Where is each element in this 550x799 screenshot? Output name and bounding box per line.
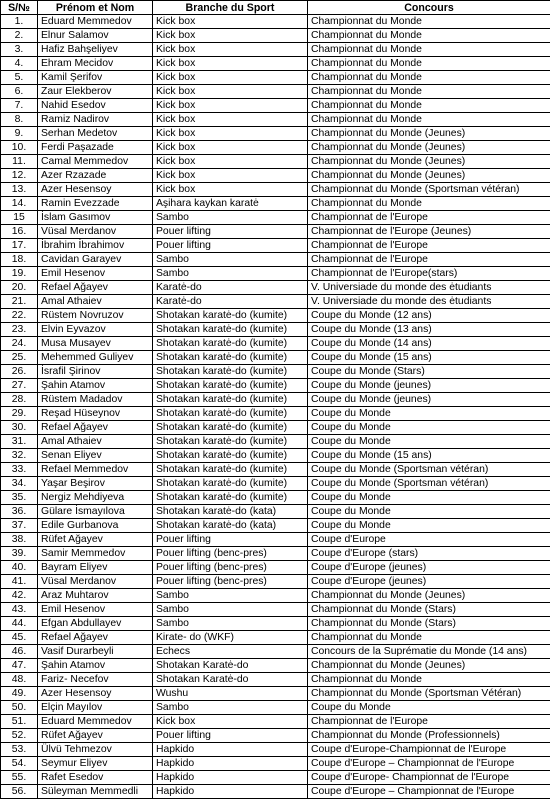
table-row: [1, 575, 550, 589]
cell-name: Ehram Mecidov: [38, 57, 153, 71]
cell-competition: Championnat du Monde: [308, 29, 550, 43]
table-row: [1, 379, 550, 393]
table-row: [1, 757, 550, 771]
cell-name: Gülare İsmayılova: [38, 505, 153, 519]
cell-competition: Championnat de l'Europe: [308, 715, 550, 729]
table-row: [1, 421, 550, 435]
table-row: [1, 631, 550, 645]
cell-competition: Championnat du Monde (Jeunes): [308, 589, 550, 603]
cell-name: Vüsal Merdanov: [38, 225, 153, 239]
table-row: [1, 239, 550, 253]
table-row: [1, 169, 550, 183]
cell-competition: Coupe du Monde (Sportsman vétéran): [308, 477, 550, 491]
cell-sport: Pouer lifting: [153, 225, 308, 239]
cell-competition: Championnat du Monde (Jeunes): [308, 659, 550, 673]
cell-sport: Kick box: [153, 57, 308, 71]
cell-number: 55.: [1, 771, 38, 785]
cell-sport: Shotakan karatė-do (kumite): [153, 393, 308, 407]
cell-competition: Coupe du Monde: [308, 421, 550, 435]
cell-competition: Championnat du Monde: [308, 71, 550, 85]
cell-sport: Pouer lifting (benc-pres): [153, 575, 308, 589]
cell-sport: Kick box: [153, 113, 308, 127]
cell-number: 34.: [1, 477, 38, 491]
cell-sport: Shotakan karatė-do (kumite): [153, 421, 308, 435]
cell-sport: Kirate- do (WKF): [153, 631, 308, 645]
table-row: [1, 155, 550, 169]
cell-number: 51.: [1, 715, 38, 729]
cell-sport: Hapkido: [153, 743, 308, 757]
cell-number: 10.: [1, 141, 38, 155]
cell-name: Seymur Eliyev: [38, 757, 153, 771]
cell-competition: Coupe du Monde (12 ans): [308, 309, 550, 323]
cell-competition: Championnat du Monde: [308, 631, 550, 645]
cell-name: Amal Athaiev: [38, 295, 153, 309]
cell-sport: Karatė-do: [153, 295, 308, 309]
header-name: Prénom et Nom: [38, 1, 153, 15]
cell-sport: Kick box: [153, 715, 308, 729]
cell-competition: Coupe d'Europe (jeunes): [308, 575, 550, 589]
table-row: [1, 351, 550, 365]
cell-competition: Coupe d'Europe (jeunes): [308, 561, 550, 575]
table-row: [1, 491, 550, 505]
cell-sport: Pouer lifting: [153, 533, 308, 547]
cell-sport: Sambo: [153, 267, 308, 281]
cell-sport: Kick box: [153, 127, 308, 141]
cell-competition: Championnat du Monde (Professionnels): [308, 729, 550, 743]
table-body: [1, 15, 550, 799]
cell-number: 5.: [1, 71, 38, 85]
table-row: [1, 449, 550, 463]
cell-name: Vasif Durarbeyli: [38, 645, 153, 659]
cell-sport: Kick box: [153, 29, 308, 43]
cell-sport: Kick box: [153, 71, 308, 85]
header-row: [1, 1, 550, 15]
cell-number: 13.: [1, 183, 38, 197]
cell-sport: Sambo: [153, 617, 308, 631]
cell-number: 41.: [1, 575, 38, 589]
table-row: [1, 561, 550, 575]
cell-competition: Championnat de l'Europe (Jeunes): [308, 225, 550, 239]
cell-number: 47.: [1, 659, 38, 673]
cell-competition: Concours de la Suprématie du Monde (14 ans): [308, 645, 550, 659]
table-row: [1, 71, 550, 85]
cell-sport: Shotakan karatė-do (kumite): [153, 379, 308, 393]
table-row: [1, 533, 550, 547]
table-row: [1, 365, 550, 379]
cell-number: 7.: [1, 99, 38, 113]
cell-number: 36.: [1, 505, 38, 519]
table-row: [1, 141, 550, 155]
table-row: [1, 253, 550, 267]
cell-name: Rafet Esedov: [38, 771, 153, 785]
cell-competition: Championnat de l'Europe(stars): [308, 267, 550, 281]
cell-number: 20.: [1, 281, 38, 295]
table-row: [1, 197, 550, 211]
cell-name: Camal Memmedov: [38, 155, 153, 169]
cell-number: 30.: [1, 421, 38, 435]
cell-name: Eduard Memmedov: [38, 15, 153, 29]
cell-sport: Shotakan karatė-do (kumite): [153, 309, 308, 323]
cell-name: Kamil Şerifov: [38, 71, 153, 85]
table-row: [1, 57, 550, 71]
table-row: [1, 407, 550, 421]
cell-competition: Championnat de l'Europe: [308, 253, 550, 267]
table-row: [1, 729, 550, 743]
cell-competition: Coupe d'Europe- Championnat de l'Europe: [308, 771, 550, 785]
cell-name: Mehemmed Guliyev: [38, 351, 153, 365]
cell-sport: Shotakan karatė-do (kumite): [153, 491, 308, 505]
cell-competition: Championnat du Monde: [308, 673, 550, 687]
cell-name: Araz Muhtarov: [38, 589, 153, 603]
cell-name: Amal Athaiev: [38, 435, 153, 449]
table-row: [1, 547, 550, 561]
cell-number: 24.: [1, 337, 38, 351]
table-row: [1, 323, 550, 337]
cell-name: Emil Hesenov: [38, 603, 153, 617]
cell-name: Cavidan Garayev: [38, 253, 153, 267]
cell-name: Emil Hesenov: [38, 267, 153, 281]
cell-name: Ramin Evezzade: [38, 197, 153, 211]
cell-number: 48.: [1, 673, 38, 687]
cell-sport: Echecs: [153, 645, 308, 659]
table-row: [1, 617, 550, 631]
table-row: [1, 281, 550, 295]
cell-name: Fariz- Necefov: [38, 673, 153, 687]
cell-competition: V. Universiade du monde des ėtudiants: [308, 281, 550, 295]
header-number: S/№: [1, 1, 38, 15]
cell-name: Eduard Memmedov: [38, 715, 153, 729]
cell-sport: Sambo: [153, 253, 308, 267]
cell-competition: Coupe d'Europe – Championnat de l'Europe: [308, 785, 550, 799]
cell-competition: Coupe d'Europe: [308, 533, 550, 547]
table-row: [1, 15, 550, 29]
cell-number: 28.: [1, 393, 38, 407]
table-row: [1, 43, 550, 57]
cell-number: 49.: [1, 687, 38, 701]
cell-competition: Championnat du Monde (Jeunes): [308, 127, 550, 141]
table-row: [1, 603, 550, 617]
cell-name: Rüstem Madadov: [38, 393, 153, 407]
cell-name: İsrafil Şirinov: [38, 365, 153, 379]
cell-competition: Championnat du Monde: [308, 113, 550, 127]
cell-number: 4.: [1, 57, 38, 71]
cell-name: Refael Ağayev: [38, 281, 153, 295]
cell-competition: Coupe du Monde: [308, 505, 550, 519]
cell-number: 43.: [1, 603, 38, 617]
cell-sport: Shotakan karatė-do (kumite): [153, 365, 308, 379]
cell-competition: Championnat du Monde (Sportsman Vétéran): [308, 687, 550, 701]
cell-number: 54.: [1, 757, 38, 771]
cell-sport: Wushu: [153, 687, 308, 701]
table-row: [1, 673, 550, 687]
cell-sport: Shotakan karatė-do (kumite): [153, 477, 308, 491]
cell-number: 21.: [1, 295, 38, 309]
cell-name: Elçin Mayılov: [38, 701, 153, 715]
cell-number: 3.: [1, 43, 38, 57]
table-row: [1, 519, 550, 533]
cell-number: 27.: [1, 379, 38, 393]
table-row: [1, 127, 550, 141]
cell-competition: Championnat du Monde: [308, 57, 550, 71]
cell-number: 52.: [1, 729, 38, 743]
cell-number: 37.: [1, 519, 38, 533]
cell-sport: Shotakan Karatė-do: [153, 659, 308, 673]
cell-number: 50.: [1, 701, 38, 715]
cell-number: 32.: [1, 449, 38, 463]
cell-sport: Kick box: [153, 183, 308, 197]
cell-sport: Karatė-do: [153, 281, 308, 295]
cell-competition: Championnat de l'Europe: [308, 211, 550, 225]
cell-name: Hafiz Bahşeliyev: [38, 43, 153, 57]
table-row: [1, 505, 550, 519]
cell-sport: Pouer lifting: [153, 239, 308, 253]
cell-competition: Championnat du Monde: [308, 43, 550, 57]
cell-sport: Shotakan karatė-do (kumite): [153, 435, 308, 449]
cell-competition: Coupe du Monde: [308, 435, 550, 449]
cell-number: 9.: [1, 127, 38, 141]
table-row: [1, 29, 550, 43]
cell-sport: Sambo: [153, 211, 308, 225]
cell-sport: Shotakan karatė-do (kumite): [153, 463, 308, 477]
cell-number: 42.: [1, 589, 38, 603]
cell-name: Yaşar Beşirov: [38, 477, 153, 491]
cell-name: Nergiz Mehdiyeva: [38, 491, 153, 505]
cell-competition: Coupe du Monde (jeunes): [308, 393, 550, 407]
cell-name: Edile Gurbanova: [38, 519, 153, 533]
table-row: [1, 99, 550, 113]
cell-number: 14.: [1, 197, 38, 211]
table-row: [1, 393, 550, 407]
cell-sport: Shotakan karatė-do (kumite): [153, 351, 308, 365]
cell-number: 12.: [1, 169, 38, 183]
cell-sport: Kick box: [153, 43, 308, 57]
cell-number: 2.: [1, 29, 38, 43]
table-row: [1, 771, 550, 785]
table-row: [1, 463, 550, 477]
cell-competition: Coupe du Monde: [308, 519, 550, 533]
cell-number: 6.: [1, 85, 38, 99]
cell-sport: Shotakan karatė-do (kumite): [153, 449, 308, 463]
cell-sport: Aşihara kaykan karatė: [153, 197, 308, 211]
cell-competition: Championnat du Monde (Stars): [308, 617, 550, 631]
cell-name: İbrahim İbrahimov: [38, 239, 153, 253]
header-competition: Concours: [308, 1, 550, 15]
cell-number: 11.: [1, 155, 38, 169]
cell-number: 26.: [1, 365, 38, 379]
cell-competition: Coupe du Monde (15 ans): [308, 449, 550, 463]
cell-name: Elvin Eyvazov: [38, 323, 153, 337]
cell-competition: Championnat du Monde: [308, 197, 550, 211]
cell-competition: Coupe d'Europe (stars): [308, 547, 550, 561]
cell-number: 39.: [1, 547, 38, 561]
cell-sport: Kick box: [153, 99, 308, 113]
cell-name: Nahid Esedov: [38, 99, 153, 113]
cell-name: Samir Memmedov: [38, 547, 153, 561]
cell-name: Ülvü Tehmezov: [38, 743, 153, 757]
cell-number: 38.: [1, 533, 38, 547]
cell-number: 22.: [1, 309, 38, 323]
table-row: [1, 113, 550, 127]
table-row: [1, 701, 550, 715]
cell-sport: Hapkido: [153, 757, 308, 771]
cell-name: Refael Memmedov: [38, 463, 153, 477]
cell-competition: Coupe du Monde (14 ans): [308, 337, 550, 351]
cell-number: 19.: [1, 267, 38, 281]
cell-name: Süleyman Memmedli: [38, 785, 153, 799]
cell-name: Rüfet Ağayev: [38, 533, 153, 547]
cell-number: 40.: [1, 561, 38, 575]
cell-number: 17.: [1, 239, 38, 253]
cell-number: 8.: [1, 113, 38, 127]
table-row: [1, 477, 550, 491]
table-row: [1, 211, 550, 225]
cell-name: Musa Musayev: [38, 337, 153, 351]
cell-sport: Kick box: [153, 169, 308, 183]
cell-number: 25.: [1, 351, 38, 365]
table-row: [1, 645, 550, 659]
cell-competition: Championnat de l'Europe: [308, 239, 550, 253]
cell-name: Efgan Abdullayev: [38, 617, 153, 631]
cell-sport: Kick box: [153, 85, 308, 99]
cell-number: 1.: [1, 15, 38, 29]
cell-sport: Kick box: [153, 15, 308, 29]
cell-sport: Sambo: [153, 701, 308, 715]
cell-number: 44.: [1, 617, 38, 631]
cell-sport: Shotakan karatė-do (kumite): [153, 337, 308, 351]
table-row: [1, 295, 550, 309]
table-row: [1, 687, 550, 701]
table-row: [1, 743, 550, 757]
cell-number: 46.: [1, 645, 38, 659]
cell-competition: Coupe d'Europe-Championnat de l'Europe: [308, 743, 550, 757]
cell-number: 29.: [1, 407, 38, 421]
cell-sport: Shotakan karatė-do (kumite): [153, 323, 308, 337]
cell-sport: Shotakan karatė-do (kumite): [153, 407, 308, 421]
cell-competition: Championnat du Monde: [308, 15, 550, 29]
cell-name: Azer Hesensoy: [38, 183, 153, 197]
table-row: [1, 785, 550, 799]
cell-competition: Championnat du Monde (Sportsman vétéran): [308, 183, 550, 197]
cell-number: 53.: [1, 743, 38, 757]
cell-name: Şahin Atamov: [38, 379, 153, 393]
cell-sport: Pouer lifting: [153, 729, 308, 743]
cell-name: Elnur Salamov: [38, 29, 153, 43]
cell-sport: Sambo: [153, 603, 308, 617]
table-row: [1, 85, 550, 99]
cell-competition: Championnat du Monde (Jeunes): [308, 155, 550, 169]
cell-name: Ferdi Paşazade: [38, 141, 153, 155]
cell-number: 15: [1, 211, 38, 225]
cell-name: Rüfet Ağayev: [38, 729, 153, 743]
table-row: [1, 589, 550, 603]
cell-number: 35.: [1, 491, 38, 505]
cell-sport: Kick box: [153, 155, 308, 169]
cell-competition: Championnat du Monde (Stars): [308, 603, 550, 617]
cell-sport: Pouer lifting (benc-pres): [153, 547, 308, 561]
cell-competition: Coupe du Monde (Stars): [308, 365, 550, 379]
cell-name: Şahin Atamov: [38, 659, 153, 673]
cell-name: Ramiz Nadirov: [38, 113, 153, 127]
cell-competition: Championnat du Monde (Jeunes): [308, 141, 550, 155]
cell-number: 33.: [1, 463, 38, 477]
table-row: [1, 309, 550, 323]
cell-name: İslam Gasımov: [38, 211, 153, 225]
cell-competition: Coupe du Monde (15 ans): [308, 351, 550, 365]
cell-name: Serhan Medetov: [38, 127, 153, 141]
cell-name: Rüstem Novruzov: [38, 309, 153, 323]
cell-competition: Championnat du Monde: [308, 85, 550, 99]
cell-competition: Championnat du Monde: [308, 99, 550, 113]
cell-competition: Championnat du Monde (Jeunes): [308, 169, 550, 183]
header-sport: Branche du Sport: [153, 1, 308, 15]
cell-sport: Shotakan karatė-do (kata): [153, 505, 308, 519]
table-row: [1, 715, 550, 729]
cell-number: 16.: [1, 225, 38, 239]
cell-sport: Hapkido: [153, 785, 308, 799]
cell-sport: Hapkido: [153, 771, 308, 785]
cell-name: Refael Ağayev: [38, 421, 153, 435]
cell-name: Azer Hesensoy: [38, 687, 153, 701]
cell-competition: Coupe du Monde (13 ans): [308, 323, 550, 337]
cell-number: 23.: [1, 323, 38, 337]
table-row: [1, 267, 550, 281]
cell-name: Senan Eliyev: [38, 449, 153, 463]
cell-competition: V. Universiade du monde des ėtudiants: [308, 295, 550, 309]
cell-number: 31.: [1, 435, 38, 449]
cell-competition: Coupe du Monde (Sportsman vétéran): [308, 463, 550, 477]
cell-sport: Shotakan Karatė-do: [153, 673, 308, 687]
table-row: [1, 337, 550, 351]
cell-competition: Coupe du Monde: [308, 701, 550, 715]
table-row: [1, 435, 550, 449]
cell-competition: Coupe du Monde (jeunes): [308, 379, 550, 393]
cell-competition: Coupe d'Europe – Championnat de l'Europe: [308, 757, 550, 771]
cell-sport: Kick box: [153, 141, 308, 155]
cell-number: 45.: [1, 631, 38, 645]
cell-sport: Pouer lifting (benc-pres): [153, 561, 308, 575]
cell-competition: Coupe du Monde: [308, 491, 550, 505]
table-row: [1, 225, 550, 239]
cell-name: Azer Rzazade: [38, 169, 153, 183]
cell-competition: Coupe du Monde: [308, 407, 550, 421]
cell-name: Reşad Hüseynov: [38, 407, 153, 421]
cell-number: 56.: [1, 785, 38, 799]
cell-sport: Shotakan karatė-do (kata): [153, 519, 308, 533]
cell-number: 18.: [1, 253, 38, 267]
cell-name: Refael Ağayev: [38, 631, 153, 645]
cell-name: Vüsal Merdanov: [38, 575, 153, 589]
table-row: [1, 659, 550, 673]
cell-name: Bayram Eliyev: [38, 561, 153, 575]
cell-name: Zaur Elekberov: [38, 85, 153, 99]
cell-sport: Sambo: [153, 589, 308, 603]
table-row: [1, 183, 550, 197]
